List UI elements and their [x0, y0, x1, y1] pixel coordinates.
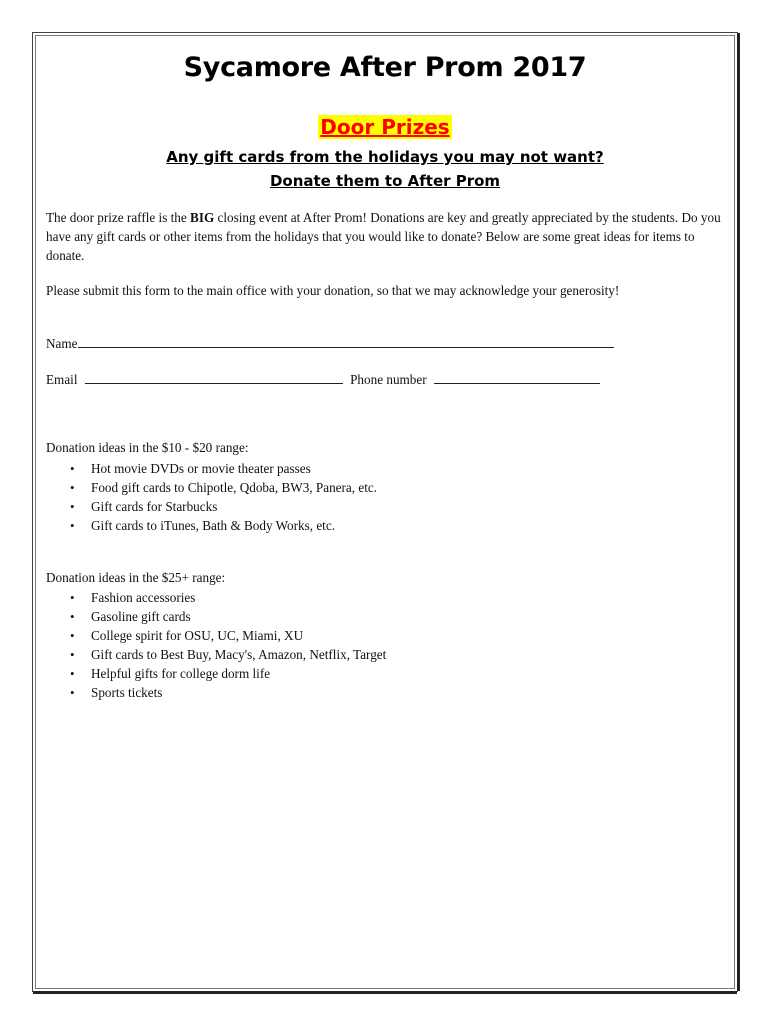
bullet-icon: •	[70, 685, 75, 700]
list-item	[46, 683, 386, 702]
phone-label: Phone number	[350, 372, 427, 387]
bullet-icon: •	[70, 480, 75, 495]
list-item-text: Hot movie DVDs or movie theater passes	[91, 461, 311, 476]
list-item-text: Gift cards for Starbucks	[91, 499, 218, 514]
intro-pre: The door prize raffle is the	[46, 210, 191, 225]
list-item-text: Gasoline gift cards	[91, 609, 191, 624]
email-label: Email	[46, 372, 78, 387]
email-field[interactable]	[85, 370, 343, 384]
email-phone-row	[46, 370, 600, 388]
list-item	[46, 626, 386, 645]
bullet-icon: •	[70, 518, 75, 533]
bullet-icon: •	[70, 609, 75, 624]
name-label: Name	[46, 336, 78, 351]
name-field-row	[46, 334, 614, 352]
section-2-heading: Donation ideas in the $25+ range:	[46, 570, 226, 585]
door-prizes-highlight: Door Prizes	[320, 115, 450, 139]
intro-bold-big: BIG	[190, 210, 215, 225]
list-item	[46, 478, 377, 497]
list-item	[46, 664, 386, 683]
bullet-icon: •	[70, 666, 75, 681]
section-2-list	[46, 588, 386, 702]
list-item-text: Sports tickets	[91, 685, 163, 700]
list-item	[46, 645, 386, 664]
intro-post: closing event at After Prom! Donations are key and greatly appreciated by the students. Do you have any gift cards or other items from the holidays that you would like to donate? Below are some great ideas for items to donate.	[46, 210, 721, 263]
door-prizes-heading	[0, 115, 770, 139]
bullet-icon: •	[70, 499, 75, 514]
list-item	[46, 497, 377, 516]
list-item-text: Gift cards to Best Buy, Macy's, Amazon, Netflix, Target	[91, 647, 387, 662]
list-item	[46, 516, 377, 535]
list-item	[46, 459, 377, 478]
list-item-text: Helpful gifts for college dorm life	[91, 666, 271, 681]
list-item-text: Food gift cards to Chipotle, Qdoba, BW3, Panera, etc.	[91, 480, 378, 495]
list-item-text: Gift cards to iTunes, Bath & Body Works, etc.	[91, 518, 335, 533]
list-item	[46, 588, 386, 607]
submit-paragraph: Please submit this form to the main office with your donation, so that we may acknowledge your generosity!	[46, 283, 620, 298]
name-field[interactable]	[78, 334, 614, 348]
bullet-icon: •	[70, 590, 75, 605]
page-title: Sycamore After Prom 2017	[183, 52, 587, 83]
section-1-heading: Donation ideas in the $10 - $20 range:	[46, 440, 249, 455]
list-item-text: Fashion accessories	[91, 590, 196, 605]
bullet-icon: •	[70, 628, 75, 643]
bullet-icon: •	[70, 647, 75, 662]
section-1-list	[46, 459, 377, 535]
intro-paragraph	[46, 208, 726, 265]
subtitle-gift-cards: Any gift cards from the holidays you may not want?	[166, 148, 604, 166]
subtitle-donate: Donate them to After Prom	[269, 172, 501, 190]
list-item	[46, 607, 386, 626]
list-item-text: College spirit for OSU, UC, Miami, XU	[91, 628, 304, 643]
bullet-icon: •	[70, 461, 75, 476]
phone-field[interactable]	[434, 370, 600, 384]
